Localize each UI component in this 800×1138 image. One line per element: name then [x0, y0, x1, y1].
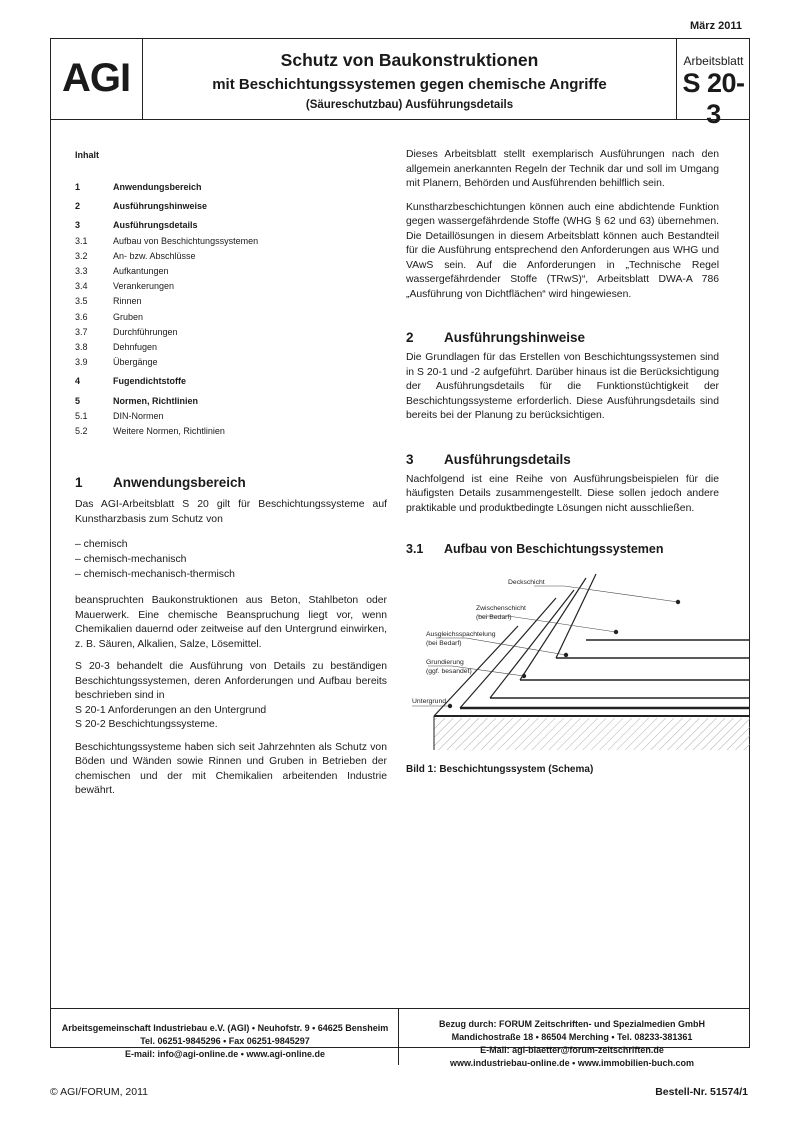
intro-paragraph: Dieses Arbeitsblatt stellt exemplarisch Ausführungen nach den allgemein anerkannten Regeln der Technik dar und soll im Umgang mit Planern, Behörden und Ausführenden behilflich sein. [406, 149, 719, 189]
footer-distributor-name: Bezug durch: FORUM Zeitschriften- und Spezialmedien GmbH [438, 1019, 705, 1029]
title-line-3: (Säureschutzbau) Ausführungsdetails [305, 99, 514, 111]
layer-intermediate [490, 590, 750, 698]
label-topcoat: Deckschicht [508, 579, 545, 586]
toc-item[interactable]: 3 Ausführungsdetails [75, 220, 198, 231]
sheet-id-box [676, 38, 750, 129]
title-line-2: mit Beschichtungssystemen gegen chemische Angriffe [212, 76, 607, 93]
label-levelling-note: (bei Bedarf) [426, 640, 462, 647]
section-1-paragraph: beanspruchten Baukonstruktionen aus Beton, Stahlbeton oder Mauerwerk. Eine chemische Beanspruchung liegt vor, wenn Chemikalien dauernd oder zeitweise auf den Untergrund einwirken, z. B. Säuren, Alkalien, Salze, Lösemittel. [75, 595, 387, 650]
copyright: © AGI/FORUM, 2011 [50, 1086, 148, 1098]
toc-item[interactable]: 5 Normen, Richtlinien [75, 395, 199, 406]
stress-list [75, 537, 387, 582]
reference-line: S 20-1 Anforderungen an den Untergrund [75, 704, 267, 716]
sheet-label: Arbeitsblatt [683, 54, 744, 68]
footer-address: Arbeitsgemeinschaft Industriebau e.V. (AGI) • Neuhofstr. 9 • 64625 Bensheim [61, 1023, 389, 1033]
list-item: – chemisch-mechanisch [75, 554, 187, 566]
section-2-paragraph: Die Grundlagen für das Erstellen von Beschichtungssystemen sind in S 20-1 und -2 aufgeführt. Darüber hinaus ist die Berücksichtigung der Ausführungsdetails für die Funktionstüchtigkeit der Beschichtungssysteme erforderlich. Diese Ausführungsdetails sind bereits bei der Planung zu berücksichtigen. [406, 352, 719, 421]
footer-rule [50, 1008, 750, 1009]
list-item: – chemisch-mechanisch-thermisch [75, 569, 235, 581]
toc-item[interactable]: 1 Anwendungsbereich [75, 182, 202, 192]
toc-item[interactable]: 5.1 DIN-Normen [75, 410, 164, 421]
title-block [143, 38, 676, 119]
section-1-paragraph: Beschichtungssysteme haben sich seit Jahrzehnten als Schutz von Böden und Wänden sowie Rinnen und Gruben in Betrieben der chemischen und der mit Chemikalien arbeitenden Industrie bewährt. [75, 741, 387, 797]
footer-publisher-agi [55, 1022, 395, 1061]
substrate-hatch [434, 718, 750, 750]
section-1-heading: 1 Anwendungsbereich [75, 475, 246, 491]
section-3-1-heading: 3.1 Aufbau von Beschichtungssystemen [406, 542, 664, 556]
footer-distributor-email[interactable]: E-Mail: agi-blaetter@forum-zeitschriften.de [480, 1045, 664, 1055]
label-primer: Grundierung [426, 659, 464, 666]
list-item: – chemisch [75, 539, 128, 551]
order-number: Bestell-Nr. 51574/1 [655, 1086, 748, 1098]
section-1-paragraph: Das AGI-Arbeitsblatt S 20 gilt für Beschichtungssysteme auf Kunstharzbasis zum Schutz von [75, 499, 387, 525]
issue-date: März 2011 [690, 20, 742, 32]
footer-contact[interactable]: E-mail: info@agi-online.de • www.agi-online.de [124, 1049, 326, 1059]
table-of-contents [75, 180, 387, 439]
layer-topcoat [520, 574, 750, 680]
toc-item[interactable]: 3.5 Rinnen [75, 296, 142, 307]
left-column [75, 148, 387, 799]
toc-item[interactable]: 4 Fugendichtstoffe [75, 376, 186, 387]
section-3-heading: 3 Ausführungsdetails [406, 451, 571, 467]
coating-system-diagram [406, 570, 750, 750]
toc-item[interactable]: 3.4 Verankerungen [75, 281, 175, 292]
toc-item[interactable]: 5.2 Weitere Normen, Richtlinien [75, 426, 225, 437]
footer-distributor-web[interactable]: www.industriebau-online.de • www.immobilien-buch.com [450, 1058, 694, 1068]
reference-line: S 20-2 Beschichtungssysteme. [75, 719, 218, 731]
label-intermediate: Zwischenschicht [476, 605, 526, 612]
toc-item[interactable]: 3.2 An- bzw. Abschlüsse [75, 250, 196, 261]
toc-item[interactable]: 3.1 Aufbau von Beschichtungssystemen [75, 235, 259, 246]
section-1-paragraph: S 20-3 behandelt die Ausführung von Details zu beständigen Beschichtungssystemen, deren Anforderungen und Aufbau bereits beschrieben sind in [75, 661, 387, 702]
footer-divider [398, 1008, 399, 1065]
toc-item[interactable]: 3.6 Gruben [75, 311, 144, 322]
footer-phone: Tel. 06251-9845296 • Fax 06251-9845297 [140, 1036, 310, 1046]
footer-distributor [402, 1018, 742, 1070]
right-column [406, 148, 719, 556]
figure-caption: Bild 1: Beschichtungssystem (Schema) [406, 764, 594, 775]
footer-distributor-address: Mandichostraße 18 • 86504 Merching • Tel. 08233-381361 [451, 1032, 693, 1042]
label-substrate: Untergrund [412, 698, 447, 705]
agi-logo: AGI [50, 38, 143, 119]
toc-item[interactable]: 3.7 Durchführungen [75, 326, 178, 337]
toc-title: Inhalt [75, 150, 99, 160]
sheet-number: S 20-3 [682, 68, 745, 129]
toc-item[interactable]: 3.9 Übergänge [75, 357, 158, 368]
label-intermediate-note: (bei Bedarf) [476, 614, 512, 621]
section-3-paragraph: Nachfolgend ist eine Reihe von Ausführungsbeispielen für die häufigsten Details zusammengestellt. Diese sollen jedoch andere praktikable und produktbedingte Lösungen nicht ausschließen. [406, 473, 719, 514]
toc-item[interactable]: 3.8 Dehnfugen [75, 342, 158, 353]
toc-item[interactable]: 2 Ausführungshinweise [75, 201, 208, 212]
toc-item[interactable]: 3.3 Aufkantungen [75, 266, 169, 277]
section-2-heading: 2 Ausführungshinweise [406, 330, 586, 345]
intro-paragraph: Kunstharzbeschichtungen können auch eine abdichtende Funktion gegen wassergefährdende Stoffe (WHG § 62 und 63) übernehmen. Die Detaillösungen in diesem Arbeitsblatt können auch Bestandteil für die Ausführung entsprechend den Anforderungen aus WHG und VAwS sein. Auf die Anforderungen in „Technische Regel wassergefährdender Stoffe (TRwS)“, Arbeitsblatt DWA-A 786 „Ausführung von Dichtflächen“ wird hingewiesen. [406, 201, 719, 300]
document-header [50, 38, 750, 129]
title-line-1: Schutz von Baukonstruktionen [280, 50, 539, 70]
label-levelling: Ausgleichsspachtelung [426, 631, 496, 638]
label-primer-note: (ggf. besandet) [426, 668, 472, 675]
